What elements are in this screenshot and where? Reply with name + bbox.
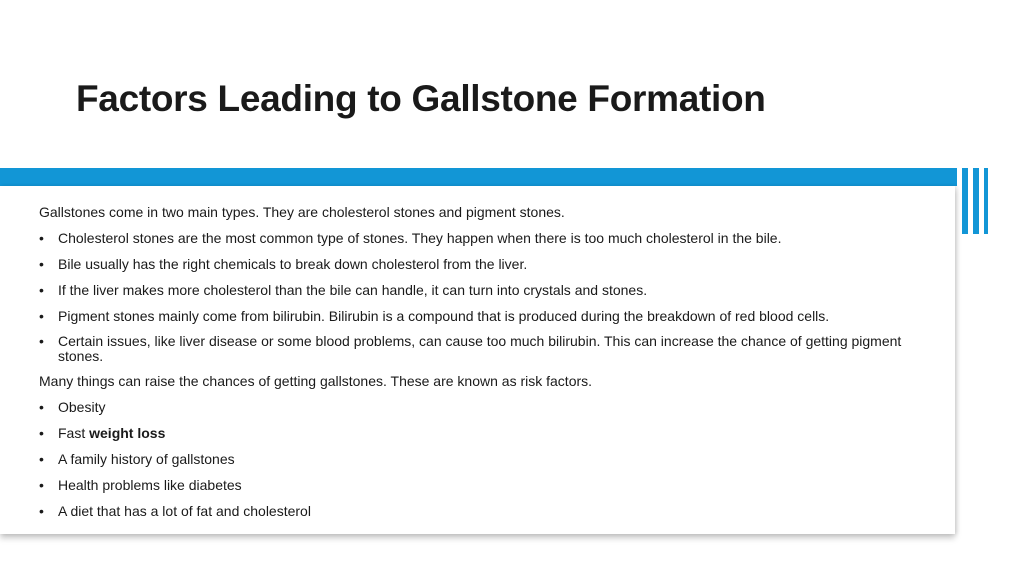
risk-factor-text: Fast [58, 425, 90, 441]
risk-factor-text: Obesity [58, 399, 106, 415]
bullet-item [39, 308, 939, 325]
bullet-marker: • [39, 477, 44, 493]
bullet-marker: • [39, 451, 44, 467]
bullet-marker: • [39, 425, 44, 441]
risk-factor-item [39, 503, 939, 520]
intro-paragraph: Gallstones come in two main types. They are cholesterol stones and pigment stones. [39, 204, 565, 220]
bullet-marker: • [39, 333, 44, 349]
risk-factor-item [39, 425, 939, 442]
bullet-text: Cholesterol stones are the most common type of stones. They happen when there is too much cholesterol in the bile. [58, 230, 782, 246]
risk-factor-item [39, 477, 939, 494]
bullet-item [39, 334, 939, 364]
bullet-text: Pigment stones mainly come from bilirubin. Bilirubin is a compound that is produced during the breakdown of red blood cells. [58, 308, 830, 324]
bullet-marker: • [39, 256, 44, 272]
accent-bar [973, 168, 979, 234]
bullet-text: If the liver makes more cholesterol than the bile can handle, it can turn into crystals and stones. [58, 282, 648, 298]
bullet-marker: • [39, 399, 44, 415]
risk-factor-text: A diet that has a lot of fat and cholesterol [58, 503, 311, 519]
bullet-item [39, 282, 939, 299]
risk-intro-paragraph: Many things can raise the chances of getting gallstones. These are known as risk factors. [39, 373, 593, 389]
bullet-marker: • [39, 308, 44, 324]
bullet-marker: • [39, 230, 44, 246]
risk-factor-text: Health problems like diabetes [58, 477, 242, 493]
slide-body [39, 204, 939, 529]
bullet-marker: • [39, 282, 44, 298]
bullet-text: Bile usually has the right chemicals to break down cholesterol from the liver. [58, 256, 528, 272]
risk-factor-text: A family history of gallstones [58, 451, 235, 467]
bullet-text: Certain issues, like liver disease or some blood problems, can cause too much bilirubin. This can increase the chance of getting pigment stones. [58, 333, 902, 364]
risk-factor-item [39, 399, 939, 416]
risk-factor-emphasis: weight loss [89, 425, 166, 441]
slide-title: Factors Leading to Gallstone Formation [76, 78, 766, 119]
bullet-item [39, 230, 939, 247]
bullet-marker: • [39, 503, 44, 519]
accent-band [0, 168, 957, 186]
bullet-item [39, 256, 939, 273]
accent-bar [962, 168, 968, 234]
risk-factor-item [39, 451, 939, 468]
accent-bar [984, 168, 988, 234]
